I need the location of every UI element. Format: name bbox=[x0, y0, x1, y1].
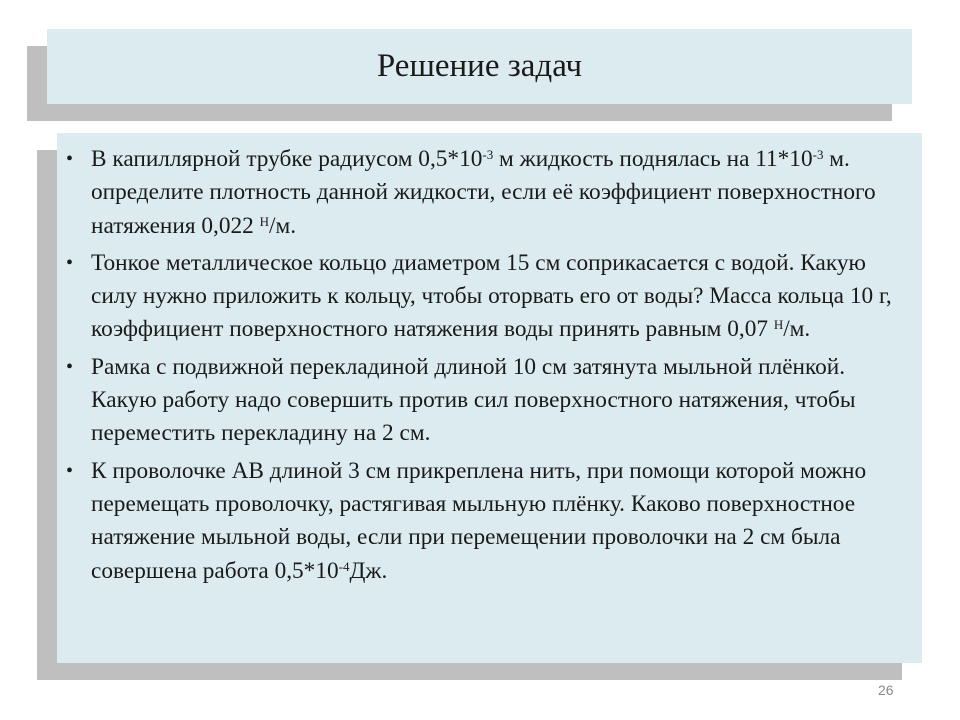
problem-item-1 bbox=[57, 143, 922, 243]
bullet-icon: • bbox=[66, 148, 74, 170]
problem-item-3 bbox=[57, 351, 922, 451]
superscript: -3 bbox=[812, 147, 824, 162]
problem-text: В капиллярной трубке радиусом 0,5*10 bbox=[91, 146, 483, 172]
title-box bbox=[47, 29, 912, 104]
slide-title: Решение задач bbox=[376, 48, 583, 84]
problem-text: Тонкое металлическое кольцо диаметром 15 см соприкасается с водой. Какую силу нужно приложить к кольцу, чтобы оторвать его от воды? Масса кольца 10 г, коэффициент поверхностного натяжения воды принять равным 0,07 bbox=[91, 249, 892, 343]
problem-text: м. определите плотность данной жидкости, если её коэффициент поверхностного натяжения 0,022 bbox=[91, 146, 876, 239]
problem-text: /м. bbox=[269, 212, 297, 239]
problem-text: К проволочке АВ длиной 3 см прикреплена нить, при помощи которой можно перемещать проволочку, растягивая мыльную плёнку. Каково поверхностное натяжение мыльной воды, если при перемещении проволочки на 2 см была совершена работа 0,5*10 bbox=[91, 457, 867, 584]
problem-text: Дж. bbox=[349, 557, 388, 584]
problem-text: /м. bbox=[783, 316, 811, 343]
problem-text: Рамка с подвижной перекладиной длиной 10 см затянута мыльной плёнкой. Какую работу надо совершить против сил поверхностного натяжения, чтобы переместить перекладину на 2 см. bbox=[91, 353, 856, 447]
problem-item-2 bbox=[57, 247, 922, 347]
superscript: Н bbox=[773, 317, 784, 333]
page-number: 26 bbox=[878, 682, 894, 698]
content-box bbox=[57, 133, 922, 663]
superscript: -3 bbox=[482, 147, 494, 162]
problem-item-4 bbox=[57, 455, 922, 588]
problem-text: м жидкость поднялась на 11*10 bbox=[493, 146, 813, 172]
bullet-icon: • bbox=[66, 251, 74, 274]
bullet-icon: • bbox=[66, 459, 74, 482]
problem-list bbox=[57, 143, 922, 592]
bullet-icon: • bbox=[66, 355, 74, 378]
superscript: -4 bbox=[338, 558, 350, 574]
superscript: Н bbox=[259, 213, 270, 229]
